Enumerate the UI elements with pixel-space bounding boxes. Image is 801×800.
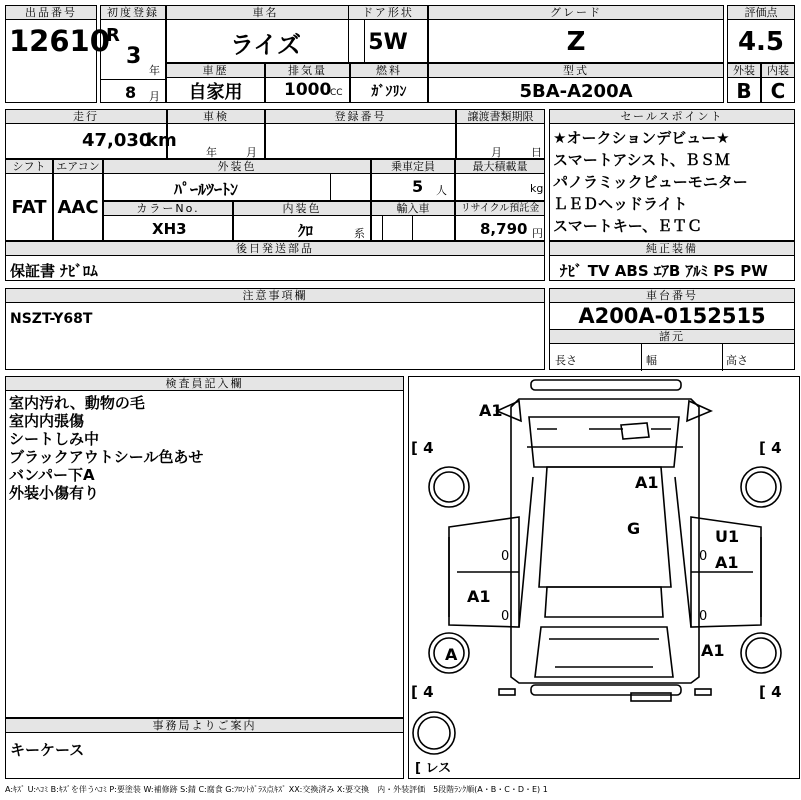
- shift-box: [5, 159, 53, 241]
- score-box: [727, 5, 795, 63]
- notes-box: [5, 288, 545, 370]
- mileage-box: [5, 109, 177, 159]
- aircon-box: [53, 159, 103, 241]
- displacement-label: 排気量: [266, 64, 349, 78]
- inspector-note: バンパー下A: [9, 466, 95, 484]
- mileage-unit: km: [146, 130, 177, 151]
- height-label: 高さ: [726, 354, 748, 367]
- year-unit: 年: [149, 64, 160, 77]
- chassis-number: A200A-0152515: [550, 303, 794, 330]
- max-load-unit: kg: [530, 182, 544, 195]
- equipment-box: [549, 241, 795, 281]
- equipment-label: 純正装備: [550, 242, 794, 256]
- later-parts-box: [5, 241, 545, 281]
- year-value: 3: [126, 44, 142, 69]
- length-label: 長さ: [555, 354, 577, 367]
- door-value: 5W: [368, 29, 408, 55]
- width-label: 幅: [646, 354, 657, 367]
- aircon-value: AAC: [57, 196, 99, 218]
- door-zero-mark: 0: [501, 609, 510, 624]
- spare-tire-status: [ レス: [415, 761, 452, 776]
- recycle-label: リサイクル預託金: [456, 202, 544, 216]
- grade-value: Z: [566, 27, 586, 57]
- sales-point-item: パノラミックビューモニター: [553, 173, 748, 191]
- inspector-note: 外装小傷有り: [9, 484, 100, 502]
- month-unit: 月: [149, 90, 160, 103]
- damage-diagram: [408, 376, 800, 779]
- door-label: ドア形状: [349, 6, 427, 20]
- exterior-box: [727, 63, 761, 103]
- registration-number-label: 登録番号: [266, 110, 455, 124]
- lot-label: 出品番号: [6, 6, 96, 20]
- exterior-color-label: 外装色: [104, 160, 370, 174]
- inspection-month-unit: 月: [246, 146, 257, 159]
- chassis-label: 車台番号: [550, 289, 794, 303]
- fuel-box: [350, 63, 428, 103]
- max-load-box: [455, 159, 545, 201]
- sales-point-box: [549, 109, 795, 241]
- transfer-deadline-box: [456, 109, 545, 159]
- displacement-value: 1000: [284, 80, 332, 100]
- capacity-value: 5: [412, 177, 424, 196]
- capacity-label: 乗車定員: [372, 160, 454, 174]
- first-registration-label: 初度登録: [101, 6, 165, 20]
- first-registration-box: [100, 5, 166, 103]
- damage-mark: A1: [715, 553, 739, 572]
- sales-point-item: スマートアシスト、ＢＳＭ: [553, 151, 730, 169]
- capacity-unit: 人: [436, 184, 447, 197]
- model-box: [428, 63, 724, 103]
- import-box: [371, 201, 455, 241]
- later-parts-label: 後日発送部品: [6, 242, 544, 256]
- recycle-unit: 円: [532, 227, 543, 240]
- grade-label: グレード: [429, 6, 723, 20]
- inspector-notes-label: 検査員記入欄: [6, 377, 403, 391]
- tire-depth-front-left: [ 4: [411, 439, 434, 457]
- door-zero-mark: 0: [699, 549, 708, 564]
- notes-label: 注意事項欄: [6, 289, 544, 303]
- interior-color-box: [233, 201, 371, 241]
- history-value: 自家用: [188, 82, 243, 103]
- mileage-label: 走行: [6, 110, 166, 124]
- spec-label: 諸元: [550, 330, 794, 344]
- sales-point-label: セールスポイント: [550, 110, 794, 124]
- car-name: ライズ: [229, 30, 302, 59]
- inspector-notes-box: [5, 376, 404, 718]
- displacement-box: [265, 63, 350, 103]
- door-zero-mark: 0: [699, 609, 708, 624]
- interior-color-value: ｸﾛ: [298, 222, 314, 240]
- recycle-value: 8,790: [480, 220, 528, 238]
- sales-point-item: スマートキー、ＥＴＣ: [553, 217, 703, 235]
- fuel-label: 燃料: [351, 64, 427, 78]
- damage-mark: A: [445, 645, 458, 664]
- aircon-label: エアコン: [54, 160, 102, 174]
- recycle-box: [455, 201, 545, 241]
- inspector-note: シートしみ中: [9, 430, 100, 448]
- exterior-color-box: [103, 159, 371, 201]
- sales-point-item: ＬＥＤヘッドライト: [553, 195, 688, 213]
- tire-depth-front-right: [ 4: [759, 439, 782, 457]
- transfer-day-unit: 日: [531, 146, 542, 159]
- damage-mark: A1: [467, 587, 491, 606]
- interior-color-unit: 系: [354, 227, 365, 240]
- office-notes-box: [5, 718, 404, 779]
- fuel-value: ｶﾞｿﾘﾝ: [371, 84, 407, 100]
- damage-mark: A1: [479, 401, 503, 420]
- interior-label: 内装: [762, 64, 794, 78]
- damage-mark: A1: [701, 641, 725, 660]
- inspection-box: [167, 109, 265, 159]
- damage-mark: U1: [715, 527, 740, 546]
- shift-label: シフト: [6, 160, 52, 174]
- inspector-note: ブラックアウトシール色あせ: [9, 448, 204, 466]
- month-value: 8: [125, 83, 137, 102]
- lot-box: [5, 5, 110, 103]
- door-zero-mark: 0: [501, 549, 510, 564]
- tire-depth-rear-left: [ 4: [411, 683, 434, 701]
- lot-number: 12610: [9, 24, 110, 58]
- transfer-deadline-label: 譲渡書類期限: [457, 110, 544, 124]
- registration-number-box: [265, 109, 456, 159]
- color-number-label: カラーNo.: [104, 202, 232, 216]
- score-label: 評価点: [728, 6, 794, 20]
- office-notes-value: キーケース: [10, 741, 85, 759]
- mileage-value: 47,030: [82, 130, 152, 151]
- chassis-box: [549, 288, 795, 370]
- inspection-label: 車検: [168, 110, 264, 124]
- color-number-box: [103, 201, 233, 241]
- grade-box: [428, 5, 724, 63]
- score-value: 4.5: [737, 27, 785, 57]
- notes-value: NSZT-Y68T: [10, 311, 93, 327]
- import-label: 輸入車: [372, 202, 454, 216]
- car-outline-icon: [409, 377, 801, 780]
- office-notes-label: 事務局よりご案内: [6, 719, 403, 733]
- car-name-box: [166, 5, 365, 63]
- model-label: 型式: [429, 64, 723, 78]
- interior-box: [761, 63, 795, 103]
- interior-color-label: 内装色: [234, 202, 370, 216]
- era-letter: R: [106, 25, 120, 46]
- color-number-value: XH3: [152, 220, 187, 238]
- interior-value: C: [770, 79, 786, 103]
- later-parts-value: 保証書 ﾅﾋﾞﾛﾑ: [10, 262, 98, 280]
- capacity-box: [371, 159, 455, 201]
- tire-depth-rear-right: [ 4: [759, 683, 782, 701]
- exterior-color-value: ﾊﾟｰﾙﾂｰﾄﾝ: [174, 180, 239, 199]
- exterior-label: 外装: [728, 64, 760, 78]
- car-name-label: 車名: [167, 6, 364, 20]
- legend-text: A:ｷｽﾞ U:ﾍｺﾐ B:ｷｽﾞを伴うﾍｺﾐ P:要塗装 W:補修跡 S:錆 C:腐食 G:ﾌﾛﾝﾄｶﾞﾗｽ点ｷｽﾞ XX:交換済み X:要交換 内・外装評価 5段階ﾗﾝｸ順(A・B・C・D・E) 1: [5, 785, 548, 794]
- inspector-note: 室内内張傷: [9, 412, 85, 430]
- damage-mark: G: [627, 519, 641, 538]
- model-value: 5BA-A200A: [519, 80, 633, 102]
- transfer-month-unit: 月: [491, 146, 502, 159]
- inspection-year-unit: 年: [206, 146, 217, 159]
- exterior-value: B: [736, 79, 752, 103]
- sales-point-item: ★オークションデビュー★: [553, 129, 730, 147]
- history-box: [166, 63, 265, 103]
- inspector-note: 室内汚れ、動物の毛: [9, 394, 145, 412]
- damage-mark: A1: [635, 473, 659, 492]
- equipment-value: ﾅﾋﾞ TV ABS ｴｱB ｱﾙﾐ PS PW: [560, 262, 768, 280]
- displacement-unit: CC: [330, 88, 343, 98]
- history-label: 車歴: [167, 64, 264, 78]
- max-load-label: 最大積載量: [456, 160, 544, 174]
- door-box: [348, 5, 428, 63]
- shift-value: FAT: [11, 196, 47, 218]
